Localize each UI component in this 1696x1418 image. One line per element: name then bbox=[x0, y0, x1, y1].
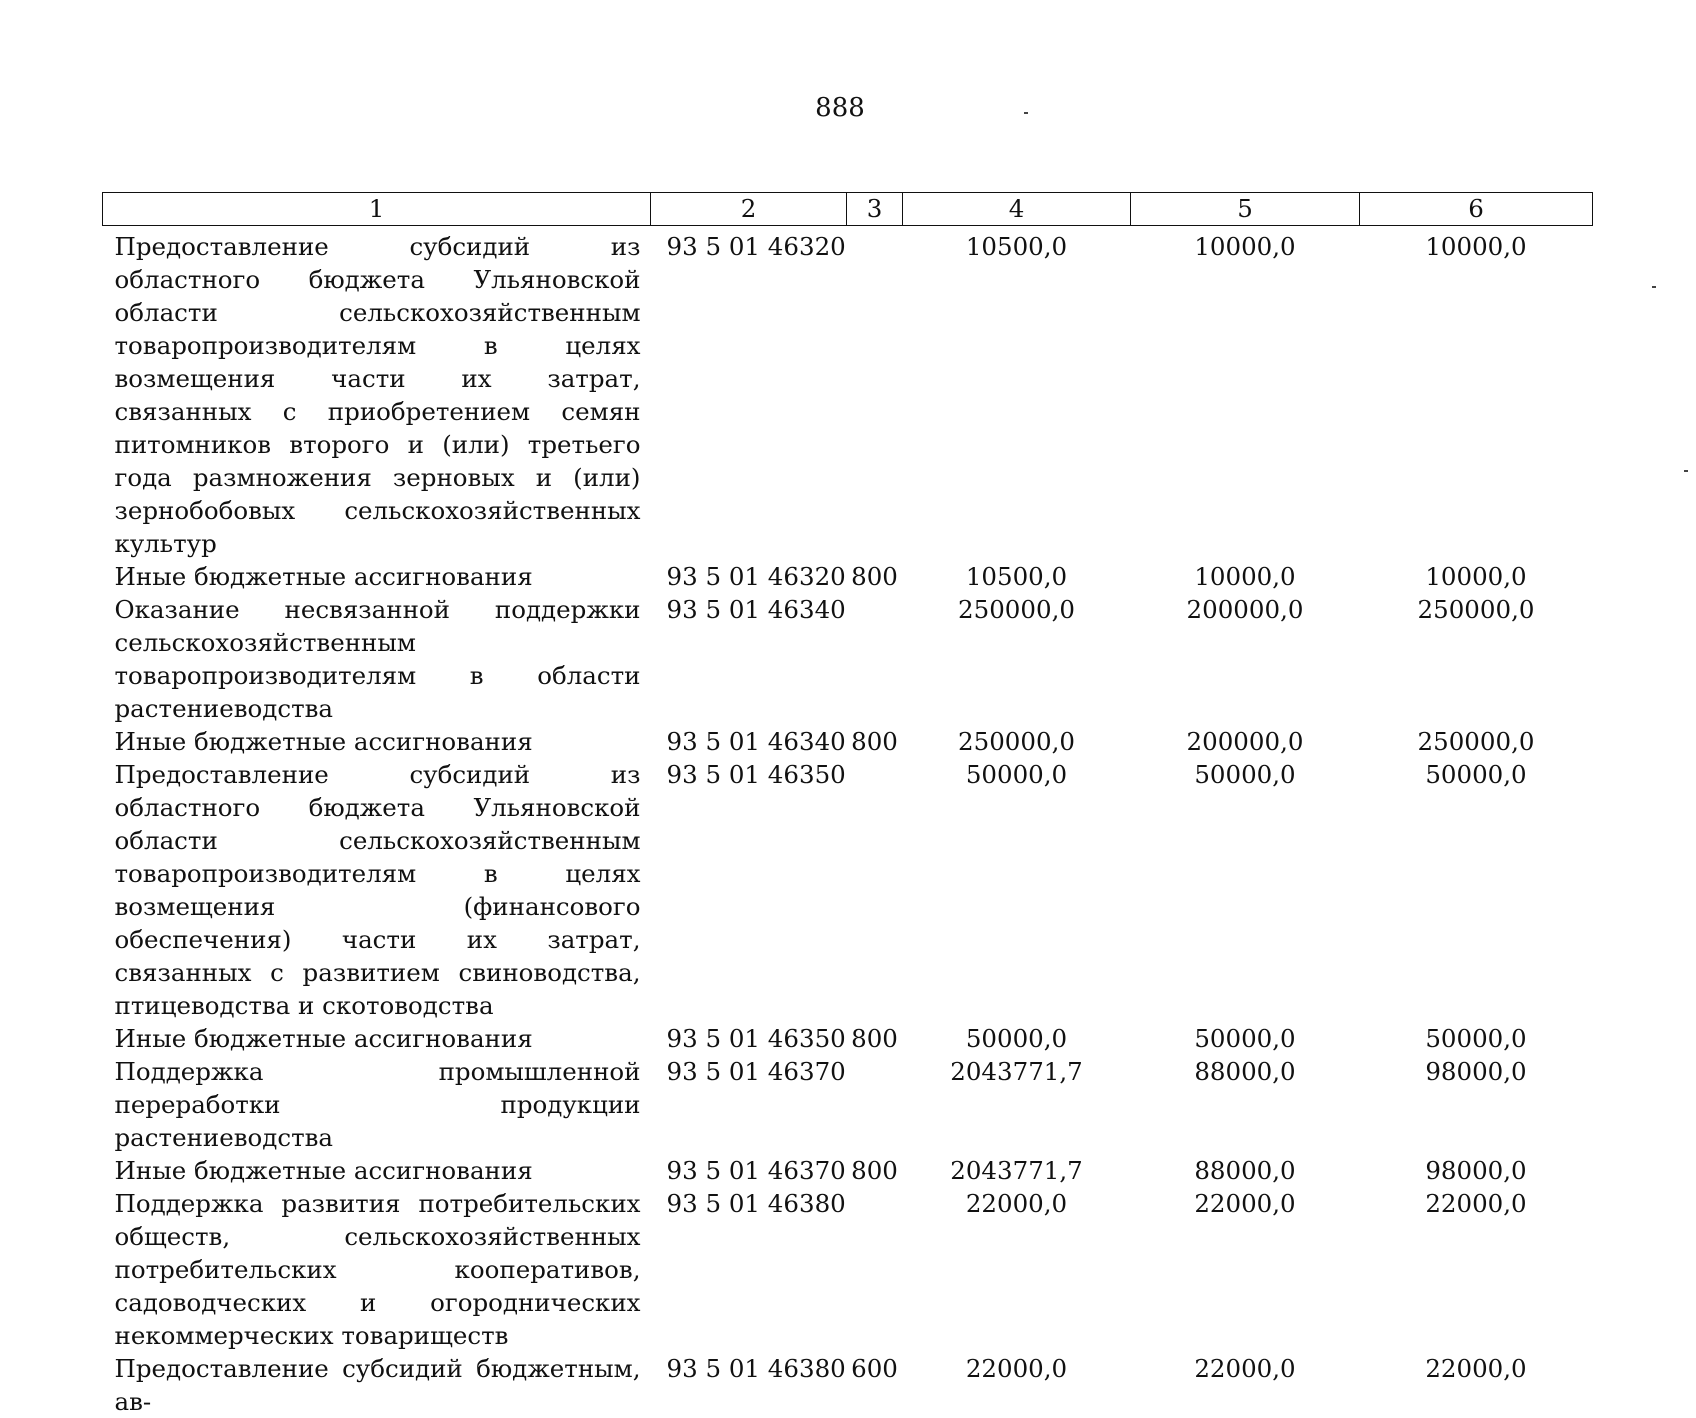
scan-speck bbox=[1024, 112, 1028, 114]
row-expense-type: 800 bbox=[851, 1024, 898, 1053]
row-expense-type: 800 bbox=[851, 1156, 898, 1185]
row-value-5: 22000,0 bbox=[1194, 1354, 1296, 1383]
row-value-5: 50000,0 bbox=[1194, 760, 1296, 789]
table-row bbox=[103, 560, 1593, 593]
row-code: 93 5 01 46320 bbox=[666, 562, 846, 591]
row-expense-type bbox=[847, 1055, 903, 1154]
row-description: Предоставление субсидий из областного бюджета Ульяновской области сельскохозяйственным товаропроизводителям в целях возмещения (финансового обеспечения) части их затрат, связанных с развитием свиноводства, птицеводства и скотоводства bbox=[114, 760, 641, 1020]
budget-table bbox=[102, 192, 1593, 1418]
table-row bbox=[103, 725, 1593, 758]
row-description: Оказание несвязанной поддержки сельскохозяйственным товаропроизводителям в области растениеводства bbox=[114, 595, 641, 723]
row-code: 93 5 01 46350 bbox=[666, 760, 846, 789]
row-value-5: 10000,0 bbox=[1194, 562, 1296, 591]
row-expense-type: 800 bbox=[851, 562, 898, 591]
row-value-6: 50000,0 bbox=[1425, 760, 1527, 789]
row-description: Иные бюджетные ассигнования bbox=[114, 1024, 533, 1053]
row-value-4: 250000,0 bbox=[958, 727, 1075, 756]
row-code: 93 5 01 46380 bbox=[666, 1189, 846, 1218]
row-value-6: 98000,0 bbox=[1425, 1057, 1527, 1086]
row-value-6: 22000,0 bbox=[1425, 1189, 1527, 1218]
row-value-5: 22000,0 bbox=[1194, 1189, 1296, 1218]
row-description: Поддержка развития потребительских обществ, сельскохозяйственных потребительских кооперативов, садоводческих и огороднических некоммерческих товариществ bbox=[114, 1189, 641, 1350]
row-code: 93 5 01 46350 bbox=[666, 1024, 846, 1053]
row-value-6: 50000,0 bbox=[1425, 1024, 1527, 1053]
col-header-1: 1 bbox=[103, 193, 651, 226]
row-code: 93 5 01 46340 bbox=[666, 595, 846, 624]
row-code: 93 5 01 46370 bbox=[666, 1156, 846, 1185]
col-header-3: 3 bbox=[847, 193, 903, 226]
row-value-6: 10000,0 bbox=[1425, 232, 1527, 261]
row-value-6: 98000,0 bbox=[1425, 1156, 1527, 1185]
row-value-5: 10000,0 bbox=[1194, 232, 1296, 261]
row-value-4: 10500,0 bbox=[965, 232, 1068, 261]
row-value-6: 10000,0 bbox=[1425, 562, 1527, 591]
row-expense-type bbox=[847, 593, 903, 725]
row-value-5: 50000,0 bbox=[1194, 1024, 1296, 1053]
row-code: 93 5 01 46380 bbox=[666, 1354, 846, 1383]
row-value-4: 2043771,7 bbox=[950, 1057, 1083, 1086]
row-value-4: 50000,0 bbox=[965, 1024, 1068, 1053]
row-value-4: 250000,0 bbox=[958, 595, 1075, 624]
page-number: 888 bbox=[815, 93, 865, 123]
row-description: Иные бюджетные ассигнования bbox=[114, 727, 533, 756]
table-row bbox=[103, 593, 1593, 725]
table-row bbox=[103, 1154, 1593, 1187]
row-expense-type bbox=[847, 1187, 903, 1352]
row-value-5: 88000,0 bbox=[1194, 1156, 1296, 1185]
table-row bbox=[103, 1187, 1593, 1352]
row-value-4: 22000,0 bbox=[965, 1189, 1068, 1218]
row-value-5: 200000,0 bbox=[1186, 595, 1304, 624]
row-value-4: 2043771,7 bbox=[950, 1156, 1083, 1185]
col-header-4: 4 bbox=[903, 193, 1131, 226]
row-value-5: 88000,0 bbox=[1194, 1057, 1296, 1086]
scan-speck bbox=[1684, 470, 1688, 472]
row-code: 93 5 01 46340 bbox=[666, 727, 846, 756]
row-value-4: 10500,0 bbox=[965, 562, 1068, 591]
scan-speck bbox=[1652, 286, 1656, 288]
row-expense-type: 600 bbox=[851, 1354, 898, 1383]
row-description: Предоставление субсидий из областного бюджета Ульяновской области сельскохозяйственным товаропроизводителям в целях возмещения части их затрат, связанных с приобретением семян питомников второго и (или) третьего года размножения зерновых и (или) зернобобовых сельскохозяйственных культур bbox=[114, 232, 641, 558]
row-expense-type bbox=[847, 226, 903, 561]
row-value-6: 250000,0 bbox=[1417, 595, 1535, 624]
col-header-2: 2 bbox=[651, 193, 847, 226]
row-value-5: 200000,0 bbox=[1186, 727, 1304, 756]
row-value-4: 50000,0 bbox=[965, 760, 1068, 789]
row-description: Предоставление субсидий бюджетным, ав- bbox=[114, 1354, 641, 1416]
row-code: 93 5 01 46320 bbox=[666, 232, 846, 261]
row-description: Иные бюджетные ассигнования bbox=[114, 1156, 533, 1185]
row-value-4: 22000,0 bbox=[965, 1354, 1068, 1383]
header-row bbox=[103, 193, 1593, 226]
table-row bbox=[103, 1352, 1593, 1418]
row-description: Иные бюджетные ассигнования bbox=[114, 562, 533, 591]
row-expense-type: 800 bbox=[851, 727, 898, 756]
table-row bbox=[103, 1055, 1593, 1154]
col-header-5: 5 bbox=[1131, 193, 1360, 226]
table-row bbox=[103, 1022, 1593, 1055]
table-row bbox=[103, 758, 1593, 1022]
row-description: Поддержка промышленной переработки продукции растениеводства bbox=[114, 1057, 641, 1152]
row-value-6: 250000,0 bbox=[1417, 727, 1535, 756]
row-value-6: 22000,0 bbox=[1425, 1354, 1527, 1383]
table-row bbox=[103, 226, 1593, 561]
col-header-6: 6 bbox=[1360, 193, 1593, 226]
row-code: 93 5 01 46370 bbox=[666, 1057, 846, 1086]
row-expense-type bbox=[847, 758, 903, 1022]
